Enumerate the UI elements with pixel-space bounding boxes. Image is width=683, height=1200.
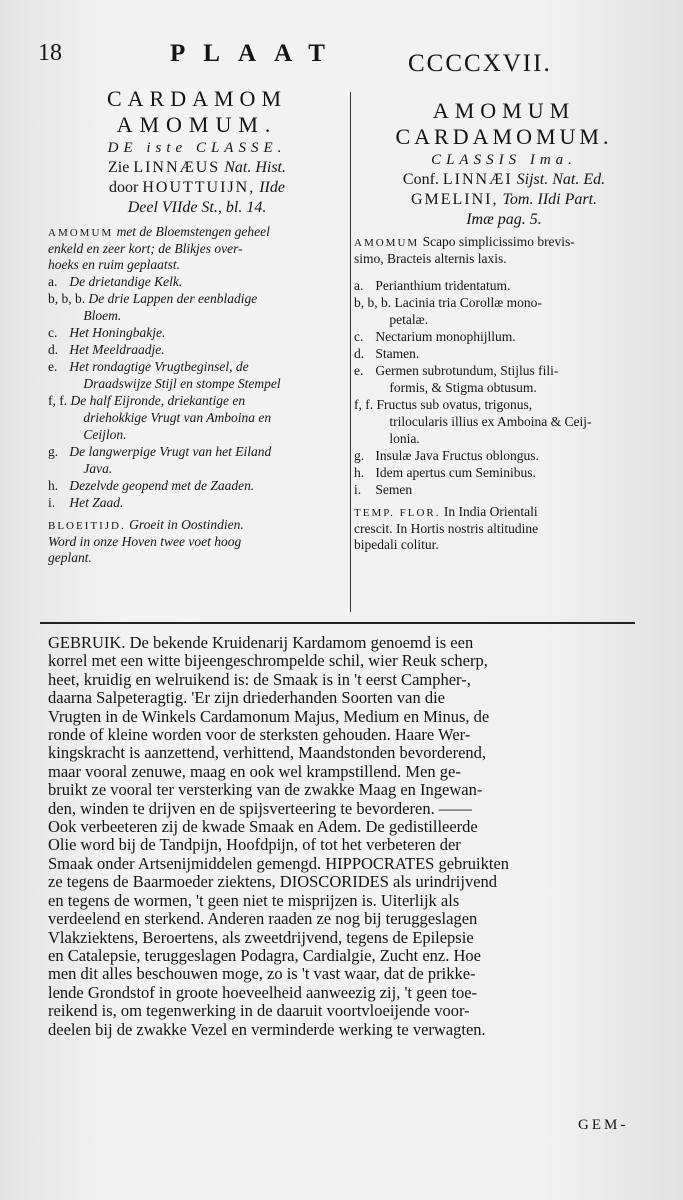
left-legend-item [48, 290, 346, 307]
right-legend-text: Perianthium tridentatum. [375, 278, 511, 293]
left-legend-text: Java. [83, 461, 113, 476]
left-legend-item [48, 273, 346, 290]
body-line: lende Grondstof in groote hoeveelheid aanweezig zij, 't geen toe- [48, 983, 478, 1002]
left-legend-text: Het Honingbakje. [69, 325, 166, 340]
page-number: 18 [38, 40, 62, 66]
body-line: en tegens de wormen, 't geen niet te misprijzen is. Uiterlijk als [48, 891, 460, 910]
body-line: ronde of kleine worden voor de sterksten gehouden. Haare Wer- [48, 726, 471, 745]
left-title-1: CARDAMOM [106, 86, 288, 111]
right-legend-text: Germen subrotundum, Stijlus fili- [375, 363, 559, 378]
left-legend-text: Ceijlon. [83, 427, 127, 442]
left-legend-text: Bloem. [83, 308, 122, 323]
left-ref-3: Deel VIIde St., bl. 14. [127, 199, 267, 216]
right-tempflor: TEMP. FLOR. In India Orientali crescit. In Hortis nostris altitudine bipedali colitur. [354, 504, 539, 552]
body-line: reikend is, om tegenwerking in de daaruit voortvloeijende voor- [48, 1002, 470, 1021]
right-legend-text: Stamen. [375, 346, 420, 361]
right-legend-label: g. [354, 448, 365, 463]
column-divider [350, 92, 351, 612]
left-description: AMOMUM met de Bloemstengen geheel enkeld en zeer kort; de Blikjes over- hoeks en ruim geplaatst. [48, 224, 270, 272]
body-line: deelen bij de zwakke Vezel en verminderde werking te verwagten. [48, 1020, 486, 1039]
left-legend [48, 273, 346, 511]
right-legend-item [354, 481, 654, 498]
body-line: maar vooral zenuwe, maag en ook wel krampstillend. Men ge- [48, 762, 461, 781]
right-legend-item [354, 345, 654, 362]
plate-number: CCCCXVII. [408, 50, 552, 77]
right-title-2: CARDAMOMUM. [395, 124, 613, 149]
gebruik-paragraph [48, 634, 640, 1039]
right-legend-text: Idem apertus cum Seminibus. [375, 465, 536, 480]
dutch-column [48, 86, 346, 566]
section-rule [40, 622, 635, 624]
left-legend-label: i. [48, 495, 56, 510]
left-bloeitijd: BLOEITIJD. Groeit in Oostindien. Word in onze Hoven twee voet hoog geplant. [48, 517, 244, 565]
right-legend-text: Lacinia tria Corollæ mono- [394, 295, 542, 310]
right-legend-item [354, 396, 654, 413]
right-legend-item [354, 464, 654, 481]
left-legend-text: Het Meeldraadje. [69, 342, 165, 357]
body-line: Vlakziektens, Beroertens, als zweetdrijvend, tegens de Epilepsie [48, 928, 474, 947]
right-legend-item [354, 362, 654, 379]
left-legend-text: De drietandige Kelk. [69, 274, 183, 289]
left-legend-item [48, 460, 346, 477]
left-legend-item [48, 409, 346, 426]
body-line: korrel met een witte bijeengeschrompelde schil, wier Reuk scherp, [48, 652, 488, 671]
body-line: verdeelend en sterkend. Anderen raaden ze nog bij teruggeslagen [48, 910, 478, 929]
right-legend-text: Fructus sub ovatus, trigonus, [376, 397, 533, 412]
left-ref-2: door HOUTTUIJN, IIde [109, 179, 285, 196]
left-legend-item [48, 324, 346, 341]
left-legend-text: De drie Lappen der eenbladige [88, 291, 258, 306]
body-line: heet, kruidig en welruikend is: de Smaak is in 't eerst Campher-, [48, 670, 471, 689]
right-ref-3: Imæ pag. 5. [466, 211, 542, 228]
left-legend-item [48, 477, 346, 494]
left-legend-label: d. [48, 342, 59, 357]
right-ref-2: GMELINI, Tom. IIdi Part. [410, 191, 598, 208]
left-legend-label: e. [48, 359, 58, 374]
left-legend-text: Het rondagtige Vrugtbeginsel, de [69, 359, 249, 374]
right-legend-label: c. [354, 329, 364, 344]
body-line: daarna Salpeteragtig. 'Er zijn driederhanden Soorten van die [48, 689, 445, 708]
left-legend-text: Draadswijze Stijl en stompe Stempel [83, 376, 281, 391]
right-classis: CLASSIS Ima. [431, 152, 577, 168]
right-legend-label: e. [354, 363, 364, 378]
left-legend-label: b, b, b. [48, 291, 86, 306]
body-line: bruikt ze vooral ter versterking van de zwakke Maag en Ingewan- [48, 781, 483, 800]
right-legend-text: Nectarium monophijllum. [375, 329, 516, 344]
right-legend-label: b, b, b. [354, 295, 392, 310]
left-legend-item [48, 494, 346, 511]
left-legend-item [48, 392, 346, 409]
left-legend-label: g. [48, 444, 59, 459]
right-legend-text: formis, & Stigma obtusum. [389, 380, 537, 395]
body-line: kingskracht is aanzettend, verhittend, Maandstonden bevorderend, [48, 744, 487, 763]
right-legend-text: petalæ. [389, 312, 428, 327]
body-line: GEBRUIK. De bekende Kruidenarij Kardamom genoemd is een [48, 634, 474, 652]
body-line: den, winden te drijven en de spijsverteering te bevorderen. —— [48, 799, 472, 818]
right-legend-item [354, 328, 654, 345]
left-legend-item [48, 341, 346, 358]
body-line: en Catalepsie, teruggeslagen Podagra, Cardialgie, Zucht enz. Hoe [48, 946, 481, 965]
body-line: Smaak onder Artsenijmiddelen gemengd. HIPPOCRATES gebruikten [48, 854, 510, 873]
right-legend-label: f, f. [354, 397, 374, 412]
left-legend-item [48, 358, 346, 375]
left-legend-item [48, 375, 346, 392]
left-legend-label: f, f. [48, 393, 68, 408]
right-legend-item [354, 430, 654, 447]
right-legend-item [354, 447, 654, 464]
left-legend-label: h. [48, 478, 59, 493]
right-legend-label: h. [354, 465, 365, 480]
left-legend-item [48, 426, 346, 443]
right-legend-text: trilocularis illius ex Amboina & Ceij- [389, 414, 592, 429]
right-legend-item [354, 379, 654, 396]
right-legend [354, 277, 654, 498]
left-title-2: AMOMUM. [116, 112, 278, 137]
left-legend-label: c. [48, 325, 58, 340]
right-title-1: AMOMUM [432, 98, 576, 123]
left-legend-item [48, 443, 346, 460]
right-legend-item [354, 294, 654, 311]
left-legend-text: Het Zaad. [69, 495, 124, 510]
body-line: ze tegens de Baarmoeder ziektens, DIOSCORIDES als urindrijvend [48, 873, 498, 892]
left-legend-label: a. [48, 274, 58, 289]
right-legend-label: i. [354, 482, 362, 497]
right-legend-label: a. [354, 278, 364, 293]
right-legend-item [354, 311, 654, 328]
plaat-heading: PLAAT [170, 40, 343, 67]
body-line: Ook verbeeteren zij de kwade Smaak en Adem. De gedistilleerde [48, 818, 478, 837]
right-legend-item [354, 413, 654, 430]
right-ref-1: Conf. LINNÆI Sijst. Nat. Ed. [402, 171, 606, 188]
left-classe: DE iste CLASSE. [107, 140, 287, 156]
left-legend-item [48, 307, 346, 324]
body-line: Vrugten in de Winkels Cardamonum Majus, Medium en Minus, de [48, 707, 490, 726]
left-legend-text: De langwerpige Vrugt van het Eiland [69, 444, 272, 459]
left-legend-text: driehokkige Vrugt van Amboina en [83, 410, 272, 425]
body-line: Olie word bij de Tandpijn, Hoofdpijn, of tot het verbeteren der [48, 836, 461, 855]
latin-column [354, 98, 654, 553]
right-legend-label: d. [354, 346, 365, 361]
right-legend-item [354, 277, 654, 294]
catchword: GEM- [578, 1117, 629, 1133]
right-description: AMOMUM Scapo simplicissimo brevis- simo, Bracteis alternis laxis. [354, 234, 575, 266]
right-legend-text: Semen [375, 482, 413, 497]
right-legend-text: lonia. [389, 431, 420, 446]
body-line: men dit alles beschouwen moge, zo is 't vast waar, dat de prikke- [48, 965, 476, 984]
left-legend-text: De half Eijronde, driekantige en [70, 393, 246, 408]
right-legend-text: Insulæ Java Fructus oblongus. [375, 448, 539, 463]
left-legend-text: Dezelvde geopend met de Zaaden. [69, 478, 255, 493]
left-ref-1: Zie LINNÆUS Nat. Hist. [107, 159, 286, 176]
